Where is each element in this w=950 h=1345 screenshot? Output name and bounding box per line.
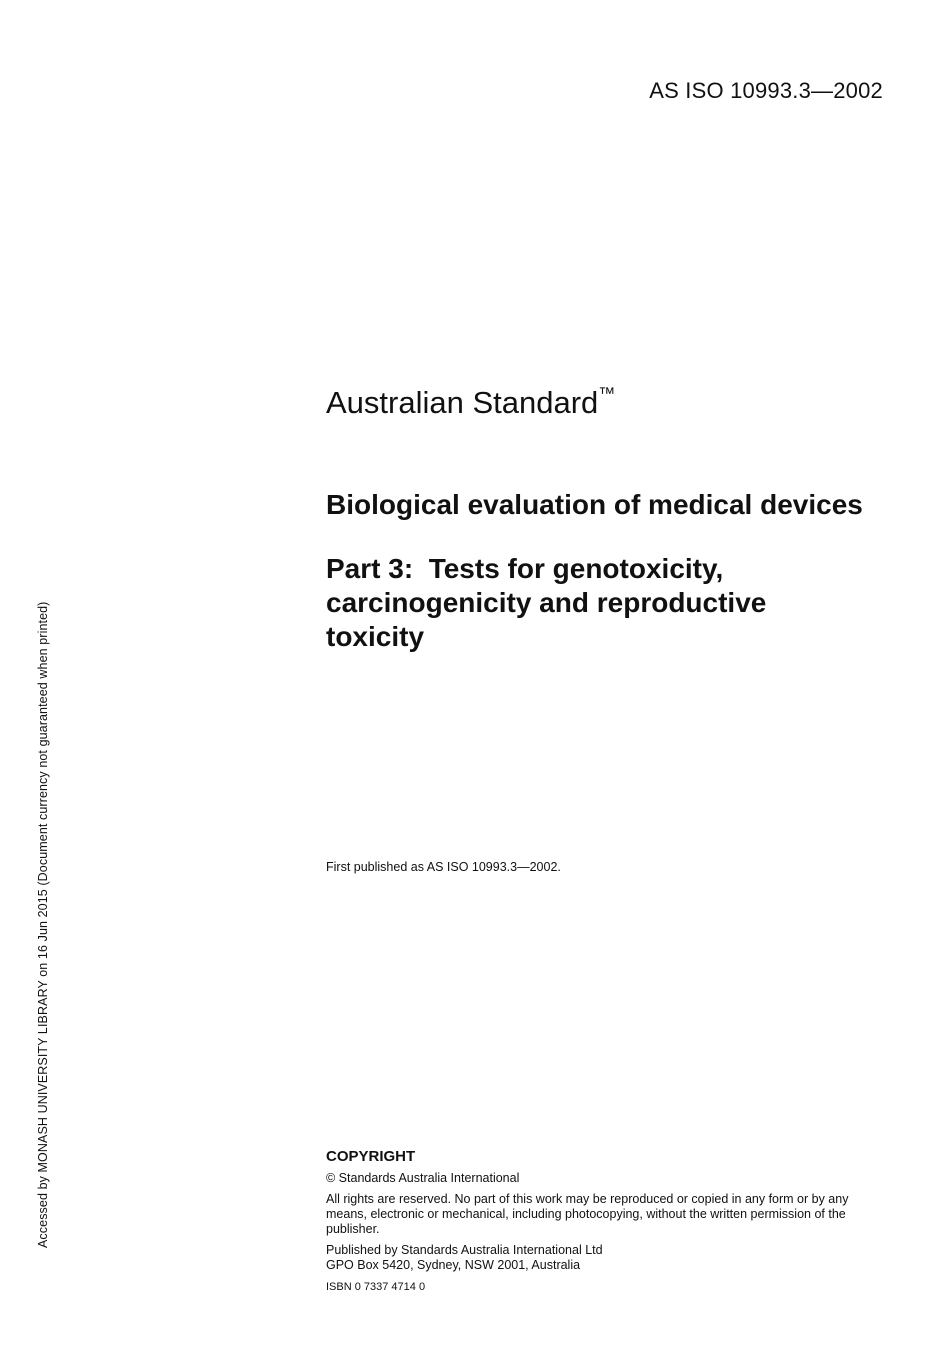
publisher-name: Published by Standards Australia International Ltd bbox=[326, 1243, 603, 1257]
first-published-note: First published as AS ISO 10993.3—2002. bbox=[326, 860, 561, 874]
copyright-owner: © Standards Australia International bbox=[326, 1171, 520, 1185]
copyright-heading: COPYRIGHT bbox=[326, 1148, 416, 1165]
document-title: Biological evaluation of medical devices bbox=[326, 489, 863, 520]
document-number: AS ISO 10993.3—2002 bbox=[649, 78, 883, 103]
isbn: ISBN 0 7337 4714 0 bbox=[326, 1281, 426, 1293]
part-title-line-1: Part 3: Tests for genotoxicity, bbox=[326, 553, 724, 584]
series-text: Australian Standard bbox=[326, 385, 599, 420]
part-title-line-3: toxicity bbox=[326, 621, 425, 652]
standard-series-label bbox=[326, 384, 896, 421]
copyright-section bbox=[326, 1149, 886, 1295]
part-title-line-2: carcinogenicity and reproductive bbox=[326, 587, 767, 618]
rights-statement: All rights are reserved. No part of this work may be reproduced or copied in any form or by any means, electronic or mechanical, including photocopying, without the written permission of the publisher. bbox=[326, 1192, 849, 1236]
part-title bbox=[326, 552, 896, 654]
publisher-address: GPO Box 5420, Sydney, NSW 2001, Australia bbox=[326, 1258, 581, 1272]
access-watermark: Accessed by MONASH UNIVERSITY LIBRARY on 16 Jun 2015 (Document currency not guaranteed when printed) bbox=[36, 601, 50, 1248]
trademark-symbol: ™ bbox=[598, 384, 616, 403]
publisher-info bbox=[326, 1243, 886, 1295]
